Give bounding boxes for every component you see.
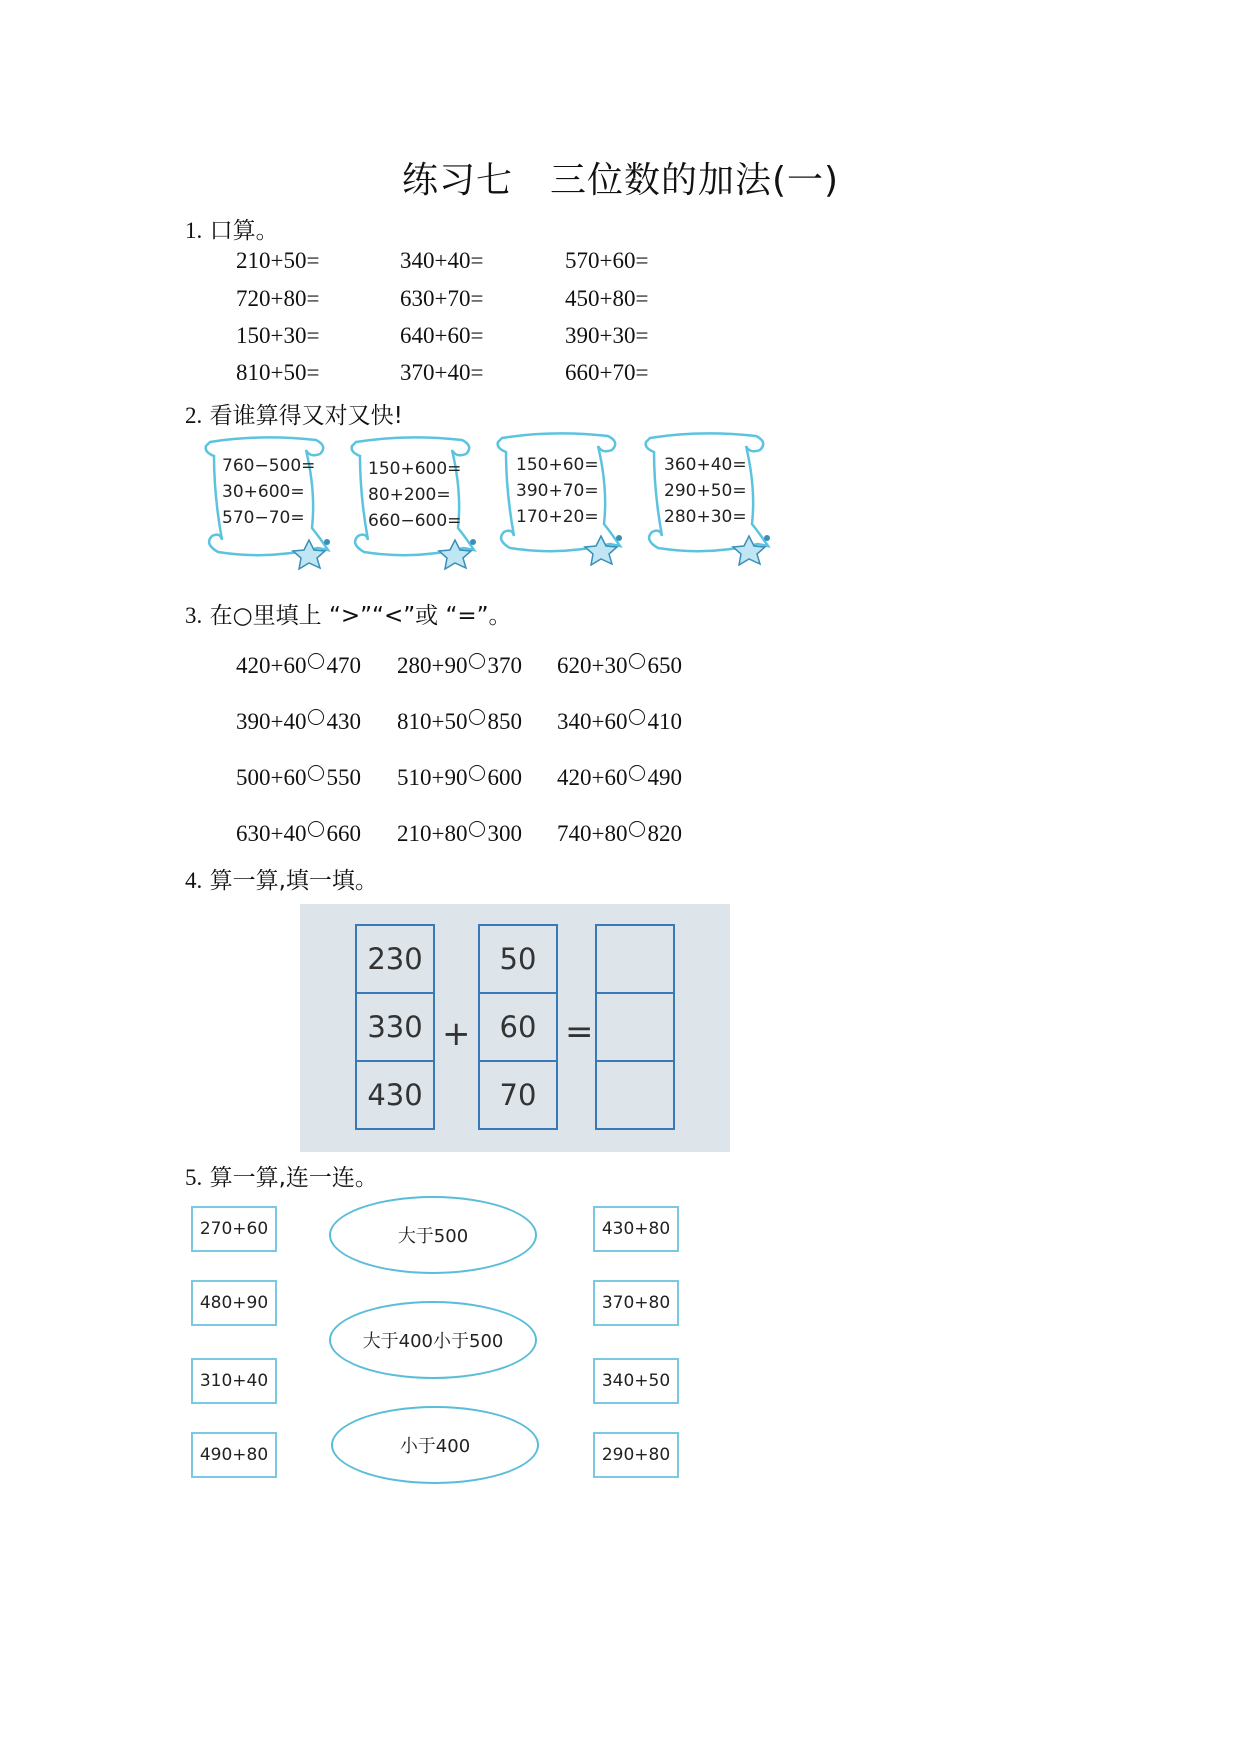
scroll-equation: 280+30= xyxy=(664,507,747,527)
grid-cell: 230 xyxy=(355,924,435,994)
scroll-equation: 150+60= xyxy=(516,455,599,475)
q1-item: 570+60= xyxy=(565,248,649,273)
question-label: 算一算,填一填。 xyxy=(209,868,378,894)
grid-cell: 60 xyxy=(478,992,558,1062)
scroll-equations xyxy=(516,452,599,530)
question-number: 3. xyxy=(185,603,203,628)
scroll-equation: 30+600= xyxy=(222,482,305,502)
question-label: 口算。 xyxy=(209,218,279,244)
answer-circle[interactable] xyxy=(308,765,324,781)
comparison-item: 420+60 470 xyxy=(236,653,361,678)
answer-circle[interactable] xyxy=(629,765,645,781)
range-oval[interactable]: 大于400小于500 xyxy=(329,1301,537,1379)
range-oval[interactable]: 大于500 xyxy=(329,1196,537,1274)
scroll-equation: 390+70= xyxy=(516,481,599,501)
comparison-item: 510+90 600 xyxy=(397,765,522,790)
question-label: 看谁算得又对又快! xyxy=(209,403,403,429)
expression-box-left[interactable]: 270+60 xyxy=(191,1206,277,1252)
q1-item: 150+30= xyxy=(236,323,320,348)
star-mascot-icon xyxy=(585,535,622,565)
star-mascot-icon xyxy=(293,539,330,569)
question-4-heading xyxy=(185,862,378,895)
answer-circle[interactable] xyxy=(469,653,485,669)
star-mascot-icon xyxy=(733,535,770,565)
scroll-equation: 660−600= xyxy=(368,511,462,531)
scroll-equation: 170+20= xyxy=(516,507,599,527)
scroll-equation: 290+50= xyxy=(664,481,747,501)
scroll-equation: 150+600= xyxy=(368,459,462,479)
q1-item: 370+40= xyxy=(400,360,484,385)
comparison-item: 280+90 370 xyxy=(397,653,522,678)
q1-item: 720+80= xyxy=(236,286,320,311)
expression-box-right[interactable]: 340+50 xyxy=(593,1358,679,1404)
addition-grid-photo xyxy=(300,904,730,1152)
answer-circle[interactable] xyxy=(308,709,324,725)
scroll-equations xyxy=(222,453,315,531)
grid-cell: 430 xyxy=(355,1060,435,1130)
grid-cell: 50 xyxy=(478,924,558,994)
q1-item: 660+70= xyxy=(565,360,649,385)
comparison-item: 500+60 550 xyxy=(236,765,361,790)
q1-item: 630+70= xyxy=(400,286,484,311)
question-number: 5. xyxy=(185,1165,203,1190)
scroll-equations xyxy=(664,452,747,530)
comparison-item: 810+50 850 xyxy=(397,709,522,734)
q1-item: 210+50= xyxy=(236,248,320,273)
comparison-item: 740+80 820 xyxy=(557,821,682,846)
answer-circle[interactable] xyxy=(629,709,645,725)
star-mascot-icon xyxy=(439,539,476,569)
comparison-item: 340+60 410 xyxy=(557,709,682,734)
answer-circle[interactable] xyxy=(629,653,645,669)
scroll-equation: 760−500= xyxy=(222,456,316,476)
comparison-item: 390+40 430 xyxy=(236,709,361,734)
scroll-equation: 570−70= xyxy=(222,508,305,528)
question-number: 4. xyxy=(185,868,203,893)
comparison-item: 630+40 660 xyxy=(236,821,361,846)
expression-box-left[interactable]: 480+90 xyxy=(191,1280,277,1326)
q1-item: 340+40= xyxy=(400,248,484,273)
q1-item: 810+50= xyxy=(236,360,320,385)
question-label: 在○里填上 “>”“<”或 “=”。 xyxy=(209,603,512,629)
question-number: 1. xyxy=(185,218,203,243)
q1-item: 450+80= xyxy=(565,286,649,311)
comparison-item: 420+60 490 xyxy=(557,765,682,790)
question-number: 2. xyxy=(185,403,203,428)
answer-circle[interactable] xyxy=(629,821,645,837)
comparison-item: 620+30 650 xyxy=(557,653,682,678)
question-1-heading xyxy=(185,212,279,245)
question-label: 算一算,连一连。 xyxy=(209,1165,378,1191)
expression-box-right[interactable]: 370+80 xyxy=(593,1280,679,1326)
expression-box-right[interactable]: 430+80 xyxy=(593,1206,679,1252)
answer-circle[interactable] xyxy=(308,653,324,669)
grid-cell: 330 xyxy=(355,992,435,1062)
comparison-item: 210+80 300 xyxy=(397,821,522,846)
q1-item: 640+60= xyxy=(400,323,484,348)
answer-cell[interactable] xyxy=(595,1060,675,1130)
scroll-equation: 360+40= xyxy=(664,455,747,475)
question-5-heading xyxy=(185,1159,378,1192)
range-oval[interactable]: 小于400 xyxy=(331,1406,539,1484)
answer-circle[interactable] xyxy=(469,821,485,837)
expression-box-left[interactable]: 490+80 xyxy=(191,1432,277,1478)
page-title: 练习七 三位数的加法(一) xyxy=(401,160,840,201)
addend-column-left xyxy=(355,924,435,1130)
answer-cell[interactable] xyxy=(595,992,675,1062)
answer-circle[interactable] xyxy=(469,765,485,781)
answer-column xyxy=(595,924,675,1130)
expression-box-right[interactable]: 290+80 xyxy=(593,1432,679,1478)
q1-item: 390+30= xyxy=(565,323,649,348)
question-3-heading xyxy=(185,597,512,630)
answer-circle[interactable] xyxy=(308,821,324,837)
answer-cell[interactable] xyxy=(595,924,675,994)
equals-sign: = xyxy=(565,1012,594,1052)
scroll-equations xyxy=(368,456,461,534)
grid-cell: 70 xyxy=(478,1060,558,1130)
addend-column-middle xyxy=(478,924,558,1130)
question-2-heading xyxy=(185,397,403,430)
scroll-equation: 80+200= xyxy=(368,485,451,505)
expression-box-left[interactable]: 310+40 xyxy=(191,1358,277,1404)
plus-sign: + xyxy=(442,1014,471,1054)
answer-circle[interactable] xyxy=(469,709,485,725)
